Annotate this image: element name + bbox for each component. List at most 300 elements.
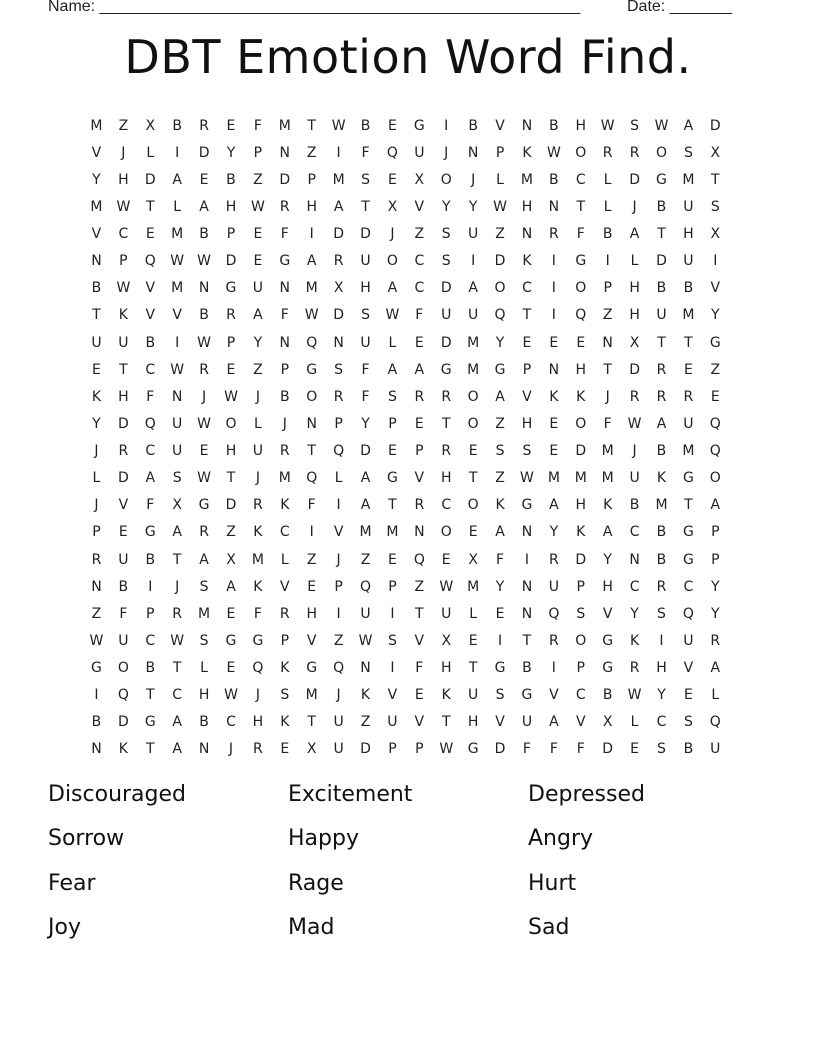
- grid-letter: P: [415, 443, 424, 460]
- grid-letter: O: [467, 388, 479, 405]
- grid-letter: J: [605, 388, 610, 405]
- grid-letter: E: [522, 334, 532, 351]
- grid-letter: J: [121, 144, 126, 161]
- grid-letter: Y: [468, 198, 478, 215]
- grid-letter: B: [199, 226, 209, 243]
- grid-letter: S: [495, 687, 505, 704]
- grid-letter: K: [253, 578, 263, 595]
- grid-letter: B: [629, 497, 640, 514]
- grid-letter: H: [521, 198, 533, 215]
- grid-letter: F: [576, 741, 585, 758]
- grid-letter: M: [682, 307, 695, 324]
- grid-letter: B: [602, 226, 613, 243]
- grid-letter: X: [387, 198, 398, 215]
- grid-letter: L: [253, 415, 262, 432]
- grid-letter: Q: [386, 144, 398, 161]
- grid-letter: W: [116, 198, 131, 215]
- word-list-item: Sorrow: [48, 826, 125, 852]
- grid-letter: C: [575, 171, 586, 188]
- grid-letter: I: [390, 660, 395, 677]
- grid-letter: J: [444, 144, 449, 161]
- grid-letter: O: [440, 524, 452, 541]
- grid-letter: Q: [494, 307, 506, 324]
- grid-letter: E: [253, 253, 263, 270]
- grid-letter: T: [415, 605, 424, 622]
- grid-letter: N: [91, 578, 102, 595]
- grid-letter: T: [603, 361, 612, 378]
- grid-letter: C: [226, 714, 236, 731]
- grid-letter: E: [226, 660, 236, 677]
- grid-letter: P: [334, 415, 343, 432]
- grid-letter: Z: [602, 307, 613, 324]
- grid-letter: D: [117, 415, 129, 432]
- grid-letter: J: [255, 470, 260, 487]
- grid-letter: T: [522, 307, 532, 324]
- grid-letter: G: [306, 361, 318, 378]
- grid-letter: R: [118, 443, 129, 460]
- grid-letter: J: [336, 551, 341, 568]
- grid-letter: H: [198, 687, 210, 704]
- grid-letter: A: [387, 361, 398, 378]
- grid-letter: L: [603, 198, 612, 215]
- grid-letter: L: [92, 470, 101, 487]
- grid-letter: I: [390, 605, 395, 622]
- grid-letter: Z: [333, 632, 344, 649]
- grid-letter: K: [629, 632, 640, 649]
- grid-letter: C: [629, 524, 640, 541]
- grid-letter: B: [468, 117, 478, 134]
- grid-letter: P: [388, 578, 397, 595]
- grid-letter: R: [656, 361, 667, 378]
- grid-letter: E: [280, 741, 290, 758]
- grid-letter: U: [656, 307, 667, 324]
- word-list-item: Happy: [288, 826, 359, 852]
- grid-letter: A: [253, 307, 263, 324]
- grid-letter: T: [307, 443, 316, 460]
- grid-letter: D: [629, 361, 640, 378]
- grid-letter: T: [145, 687, 155, 704]
- grid-letter: H: [118, 388, 129, 405]
- grid-letter: Z: [226, 524, 236, 541]
- grid-letter: R: [253, 741, 263, 758]
- grid-letter: L: [200, 660, 208, 677]
- grid-letter: S: [199, 632, 209, 649]
- grid-letter: V: [387, 687, 398, 704]
- grid-letter: W: [627, 415, 642, 432]
- grid-letter: A: [710, 497, 721, 514]
- grid-letter: B: [145, 660, 156, 677]
- grid-letter: A: [306, 253, 317, 270]
- grid-letter: A: [172, 524, 182, 541]
- grid-letter: B: [199, 714, 209, 731]
- grid-letter: Q: [306, 470, 318, 487]
- grid-letter: S: [361, 307, 370, 324]
- grid-letter: J: [175, 578, 180, 595]
- grid-letter: F: [415, 660, 424, 677]
- grid-letter: W: [439, 578, 454, 595]
- grid-letter: K: [441, 687, 451, 704]
- grid-letter: X: [710, 144, 721, 161]
- grid-letter: L: [334, 470, 343, 487]
- word-list-item: Joy: [48, 914, 81, 940]
- grid-letter: G: [602, 660, 614, 677]
- grid-letter: O: [225, 415, 237, 432]
- grid-letter: R: [629, 144, 640, 161]
- grid-letter: B: [683, 280, 694, 297]
- grid-letter: Y: [630, 605, 639, 622]
- grid-letter: Q: [360, 578, 372, 595]
- grid-letter: W: [197, 334, 211, 351]
- grid-letter: M: [305, 687, 318, 704]
- grid-letter: R: [226, 307, 236, 324]
- grid-letter: X: [414, 171, 425, 188]
- grid-letter: B: [145, 334, 156, 351]
- grid-letter: M: [198, 605, 211, 622]
- grid-letter: F: [146, 497, 155, 514]
- grid-letter: L: [496, 171, 504, 188]
- grid-letter: I: [309, 226, 314, 243]
- grid-letter: T: [441, 415, 451, 432]
- grid-letter: I: [94, 687, 99, 704]
- grid-letter: C: [172, 687, 183, 704]
- grid-letter: Q: [413, 551, 425, 568]
- grid-letter: T: [226, 470, 236, 487]
- grid-letter: D: [629, 171, 640, 188]
- grid-letter: A: [145, 470, 156, 487]
- grid-letter: T: [576, 198, 586, 215]
- grid-letter: S: [576, 605, 586, 622]
- grid-letter: N: [360, 660, 371, 677]
- grid-letter: P: [226, 334, 236, 351]
- grid-letter: N: [198, 280, 210, 297]
- grid-letter: B: [656, 551, 667, 568]
- grid-letter: N: [548, 361, 560, 378]
- grid-letter: A: [199, 551, 209, 568]
- grid-letter: E: [683, 687, 693, 704]
- grid-letter: Q: [333, 660, 345, 677]
- grid-letter: K: [118, 741, 128, 758]
- grid-letter: S: [683, 144, 693, 161]
- grid-letter: I: [471, 253, 476, 270]
- grid-letter: A: [172, 171, 182, 188]
- grid-letter: U: [521, 714, 533, 731]
- grid-letter: R: [414, 388, 425, 405]
- grid-letter: Z: [414, 226, 425, 243]
- grid-letter: G: [709, 334, 721, 351]
- grid-letter: J: [282, 415, 287, 432]
- grid-letter: G: [602, 632, 614, 649]
- grid-letter: Y: [441, 198, 451, 215]
- grid-letter: C: [118, 226, 129, 243]
- grid-letter: Q: [333, 443, 345, 460]
- grid-letter: Z: [360, 551, 371, 568]
- grid-letter: O: [575, 632, 587, 649]
- grid-letter: R: [279, 605, 290, 622]
- grid-letter: P: [388, 415, 397, 432]
- grid-letter: E: [576, 334, 586, 351]
- grid-letter: L: [280, 551, 289, 568]
- grid-letter: C: [656, 714, 667, 731]
- grid-letter: J: [94, 497, 99, 514]
- grid-letter: K: [656, 470, 667, 487]
- grid-letter: U: [468, 307, 479, 324]
- grid-letter: O: [575, 280, 587, 297]
- grid-letter: G: [386, 470, 398, 487]
- grid-letter: F: [307, 497, 316, 514]
- grid-letter: E: [414, 415, 424, 432]
- grid-letter: A: [333, 198, 344, 215]
- grid-letter: S: [334, 361, 344, 378]
- grid-letter: X: [333, 280, 344, 297]
- grid-letter: P: [92, 524, 101, 541]
- grid-letter: X: [710, 226, 721, 243]
- grid-letter: V: [414, 714, 425, 731]
- grid-letter: F: [576, 226, 585, 243]
- grid-letter: H: [225, 198, 237, 215]
- grid-letter: M: [520, 171, 533, 188]
- grid-letter: A: [414, 361, 425, 378]
- grid-letter: T: [522, 632, 532, 649]
- grid-letter: N: [91, 741, 102, 758]
- grid-letter: Q: [682, 605, 694, 622]
- grid-letter: K: [360, 687, 371, 704]
- grid-letter: R: [441, 443, 452, 460]
- grid-letter: M: [278, 117, 291, 134]
- grid-letter: V: [495, 714, 505, 731]
- grid-letter: M: [682, 171, 695, 188]
- grid-letter: K: [549, 388, 559, 405]
- grid-letter: C: [145, 443, 156, 460]
- grid-letter: T: [657, 334, 666, 351]
- grid-letter: R: [91, 551, 102, 568]
- grid-letter: I: [336, 144, 341, 161]
- grid-letter: E: [145, 226, 155, 243]
- grid-letter: M: [90, 117, 103, 134]
- grid-letter: S: [657, 741, 666, 758]
- grid-letter: H: [118, 171, 129, 188]
- grid-letter: U: [118, 551, 129, 568]
- page-title: DBT Emotion Word Find.: [124, 30, 692, 84]
- grid-letter: W: [197, 470, 211, 487]
- grid-letter: T: [657, 226, 666, 243]
- grid-letter: H: [575, 361, 587, 378]
- grid-letter: G: [521, 497, 533, 514]
- grid-letter: K: [91, 388, 102, 405]
- grid-letter: W: [654, 117, 669, 134]
- word-list-item: Angry: [528, 826, 594, 852]
- grid-letter: N: [279, 280, 291, 297]
- grid-letter: U: [441, 605, 452, 622]
- grid-letter: P: [226, 226, 236, 243]
- grid-letter: I: [497, 632, 503, 649]
- grid-letter: U: [172, 443, 183, 460]
- grid-letter: W: [224, 388, 238, 405]
- grid-letter: K: [280, 714, 290, 731]
- grid-letter: B: [226, 171, 236, 188]
- grid-letter: C: [522, 280, 532, 297]
- grid-letter: H: [521, 415, 533, 432]
- grid-letter: D: [494, 253, 506, 270]
- grid-letter: A: [602, 524, 613, 541]
- grid-letter: H: [602, 578, 613, 595]
- grid-letter: E: [307, 578, 317, 595]
- grid-letter: H: [575, 497, 587, 514]
- grid-letter: S: [710, 198, 720, 215]
- grid-letter: N: [91, 253, 102, 270]
- grid-letter: H: [306, 605, 317, 622]
- grid-letter: B: [656, 198, 667, 215]
- word-list: [48, 778, 768, 955]
- grid-letter: F: [361, 361, 370, 378]
- grid-letter: O: [709, 470, 721, 487]
- grid-letter: W: [627, 687, 642, 704]
- grid-letter: B: [656, 443, 667, 460]
- grid-letter: W: [250, 198, 265, 215]
- grid-letter: M: [171, 226, 184, 243]
- grid-letter: L: [603, 171, 612, 188]
- grid-letter: E: [199, 443, 209, 460]
- grid-letter: F: [146, 388, 155, 405]
- grid-letter: J: [228, 741, 234, 758]
- grid-letter: Q: [144, 253, 156, 270]
- grid-letter: V: [414, 632, 425, 649]
- grid-letter: B: [199, 307, 209, 324]
- grid-letter: Y: [711, 605, 720, 622]
- grid-letter: G: [252, 632, 264, 649]
- grid-letter: M: [251, 551, 264, 568]
- grid-letter: O: [575, 415, 587, 432]
- grid-letter: G: [413, 117, 425, 134]
- grid-letter: A: [226, 578, 236, 595]
- grid-letter: V: [145, 307, 156, 324]
- grid-letter: W: [493, 198, 507, 215]
- grid-letter: W: [89, 632, 104, 649]
- grid-letter: U: [710, 741, 721, 758]
- grid-letter: M: [655, 497, 668, 514]
- grid-letter: N: [521, 605, 533, 622]
- grid-letter: K: [280, 660, 290, 677]
- grid-letter: E: [710, 388, 720, 405]
- grid-letter: C: [441, 497, 452, 514]
- grid-letter: B: [172, 117, 182, 134]
- grid-letter: I: [713, 253, 718, 270]
- grid-letter: C: [683, 578, 694, 595]
- grid-letter: Z: [414, 578, 425, 595]
- header-line: [48, 0, 768, 20]
- grid-letter: A: [629, 226, 640, 243]
- grid-letter: D: [360, 741, 371, 758]
- grid-letter: O: [467, 497, 479, 514]
- grid-letter: B: [91, 714, 102, 731]
- grid-letter: L: [711, 687, 720, 704]
- grid-letter: T: [145, 198, 155, 215]
- grid-letter: G: [494, 361, 506, 378]
- grid-letter: S: [172, 470, 182, 487]
- grid-letter: N: [629, 551, 640, 568]
- grid-letter: Q: [709, 714, 721, 731]
- grid-letter: A: [549, 497, 559, 514]
- grid-letter: W: [331, 117, 346, 134]
- grid-letter: E: [387, 551, 397, 568]
- grid-letter: T: [307, 117, 316, 134]
- grid-letter: H: [656, 660, 667, 677]
- grid-letter: H: [440, 660, 452, 677]
- grid-letter: V: [683, 660, 694, 677]
- grid-letter: R: [656, 578, 667, 595]
- grid-letter: C: [629, 578, 640, 595]
- grid-letter: C: [145, 361, 156, 378]
- grid-letter: G: [279, 253, 291, 270]
- grid-letter: M: [171, 280, 184, 297]
- grid-letter: R: [279, 198, 290, 215]
- grid-letter: E: [387, 443, 397, 460]
- grid-letter: P: [576, 578, 585, 595]
- grid-letter: Y: [495, 578, 505, 595]
- grid-letter: P: [415, 741, 424, 758]
- word-list-item: Fear: [48, 870, 96, 896]
- grid-letter: V: [414, 198, 425, 215]
- grid-letter: U: [683, 632, 694, 649]
- grid-letter: D: [440, 334, 452, 351]
- grid-letter: E: [226, 117, 236, 134]
- grid-letter: Q: [709, 415, 721, 432]
- grid-letter: Z: [495, 470, 505, 487]
- grid-letter: D: [117, 470, 129, 487]
- grid-letter: M: [574, 470, 587, 487]
- grid-letter: S: [630, 117, 640, 134]
- grid-letter: R: [548, 226, 559, 243]
- grid-letter: Q: [709, 443, 721, 460]
- grid-letter: Q: [252, 660, 264, 677]
- grid-letter: B: [549, 117, 559, 134]
- grid-letter: V: [306, 632, 317, 649]
- grid-letter: N: [521, 578, 533, 595]
- grid-letter: Q: [144, 415, 156, 432]
- grid-letter: I: [148, 578, 153, 595]
- grid-letter: W: [546, 144, 561, 161]
- grid-letter: S: [522, 443, 532, 460]
- grid-letter: U: [118, 632, 129, 649]
- grid-letter: R: [441, 388, 452, 405]
- grid-letter: B: [522, 660, 532, 677]
- grid-letter: S: [280, 687, 290, 704]
- grid-letter: M: [682, 443, 695, 460]
- grid-letter: I: [175, 334, 180, 351]
- grid-letter: Y: [253, 334, 263, 351]
- grid-letter: K: [495, 497, 505, 514]
- grid-letter: G: [682, 470, 694, 487]
- grid-letter: J: [255, 687, 260, 704]
- grid-letter: C: [575, 687, 586, 704]
- grid-letter: W: [197, 415, 211, 432]
- grid-letter: U: [629, 470, 640, 487]
- grid-letter: D: [602, 741, 614, 758]
- grid-letter: P: [388, 741, 397, 758]
- grid-letter: T: [711, 171, 720, 188]
- grid-letter: V: [91, 226, 102, 243]
- grid-letter: J: [255, 388, 260, 405]
- grid-letter: S: [387, 388, 397, 405]
- grid-letter: Y: [549, 524, 559, 541]
- grid-letter: N: [198, 741, 210, 758]
- word-list-item: Discouraged: [48, 782, 187, 807]
- grid-letter: Z: [306, 144, 317, 161]
- grid-letter: J: [632, 443, 637, 460]
- grid-letter: M: [467, 361, 480, 378]
- grid-letter: R: [333, 388, 344, 405]
- grid-letter: A: [172, 741, 182, 758]
- grid-letter: N: [306, 415, 317, 432]
